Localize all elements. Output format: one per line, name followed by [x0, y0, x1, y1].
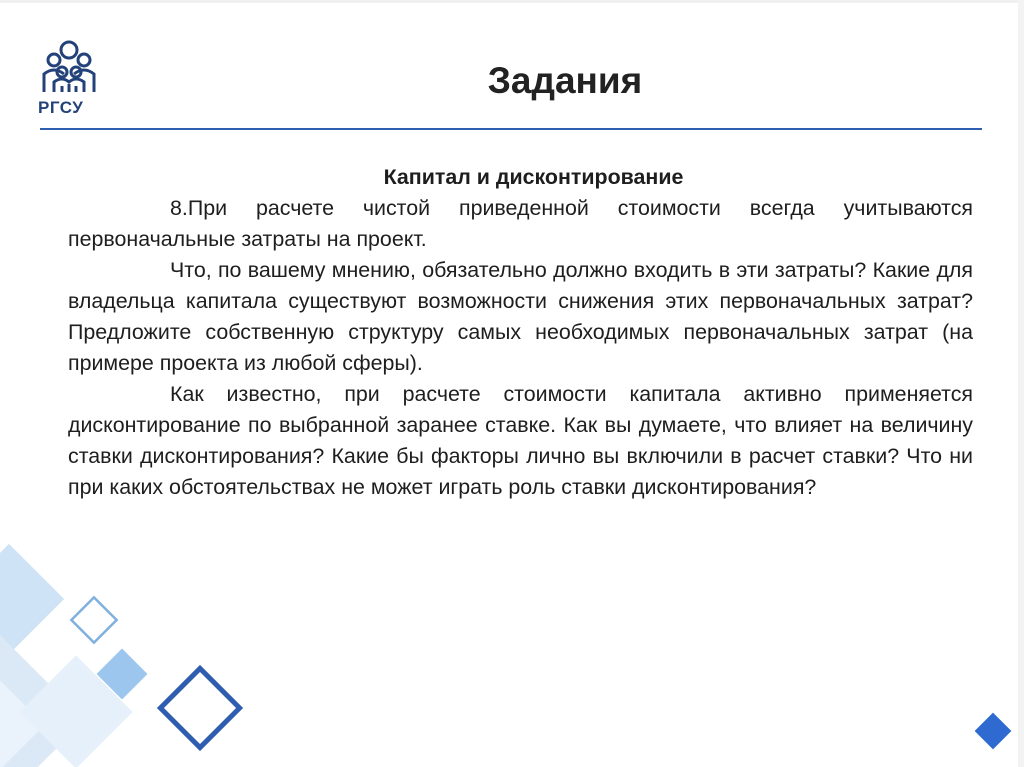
diamond-outline: [160, 668, 239, 747]
right-frame-line: [1018, 0, 1024, 767]
content-subtitle: Капитал и дисконтирование: [383, 165, 684, 189]
diamond-shape: [0, 635, 85, 767]
diamond-shape: [19, 655, 132, 767]
slide-title: Задания: [487, 60, 643, 101]
diamond-shape: [975, 713, 1012, 750]
diamond-shape: [0, 544, 64, 654]
top-frame-line: [0, 0, 1024, 3]
title-divider: [40, 128, 982, 130]
diamond-shape: [0, 676, 44, 767]
logo-text: РГСУ: [38, 98, 84, 117]
diamond-outline: [71, 597, 116, 642]
slide-content: [68, 162, 973, 503]
paragraph: Что, по вашему мнению, обязательно должно входить в эти затраты? Какие для владельца капитала существуют возможности снижения этих первоначальных затрат? Предложите собственную структуру самых необходимых первоначальных затрат (на примере проекта из любой сферы).: [68, 258, 973, 375]
paragraph: 8.При расчете чистой приведенной стоимости всегда учитываются первоначальные затраты на проект.: [68, 196, 973, 251]
diamond-shape: [97, 649, 148, 700]
paragraph: Как известно, при расчете стоимости капитала активно применяется дисконтирование по выбранной заранее ставке. Как вы думаете, что влияет на величину ставки дисконтирования? Какие бы факторы лично вы включили в расчет ставки? Что ни при каких обстоятельствах не может играть роль ставки дисконтирования?: [68, 382, 973, 499]
